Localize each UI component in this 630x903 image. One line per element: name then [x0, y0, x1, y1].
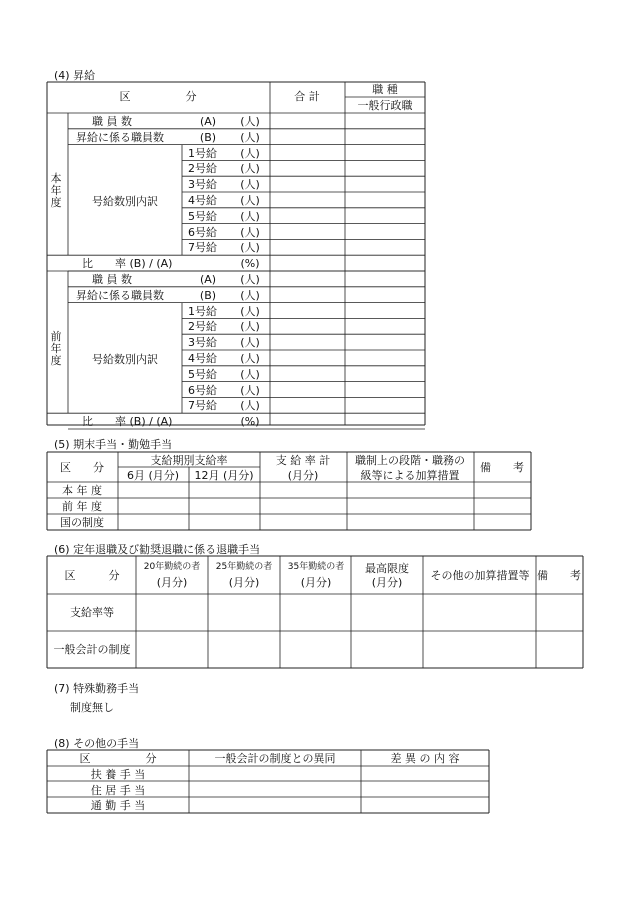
header-addition-2: 級等による加算措置 [360, 469, 460, 482]
unit-person: (人) [240, 273, 260, 286]
row-raise-staff: 昇給に係る職員数 [76, 130, 164, 144]
unit-person: (人) [240, 209, 260, 223]
header-unit: (月分) [228, 576, 260, 589]
row-raise-staff: 昇給に係る職員数 [76, 288, 164, 302]
unit-person: (人) [240, 194, 260, 207]
unit-percent: (%) [240, 257, 260, 271]
unit-person: (人) [240, 304, 260, 318]
unit-person: (人) [240, 288, 260, 302]
row-allowance: 通 勤 手 当 [90, 799, 146, 813]
header-rate-total: 支 給 率 計 [275, 454, 331, 467]
row-ratio: 比 率 (B) / (A) [82, 415, 173, 429]
unit-person: (人) [240, 146, 260, 160]
header-difference: 差 異 の 内 容 [390, 752, 460, 765]
grade-label: 4号給 [188, 352, 217, 365]
header-june: 6月 (月分) [126, 469, 180, 482]
grade-label: 1号給 [188, 146, 217, 160]
section-7-note: 制度無し [70, 701, 114, 714]
unit-percent: (%) [240, 415, 260, 429]
year-label: 本 [50, 172, 62, 185]
unit-person: (人) [240, 399, 260, 413]
unit-person: (人) [240, 115, 260, 128]
row-payment-rate: 支給率等 [70, 606, 114, 619]
unit-person: (人) [240, 178, 260, 192]
header-remarks: 備 考 [537, 569, 581, 582]
unit-person: (人) [240, 162, 260, 176]
header-ippan-gyosei: 一般行政職 [357, 99, 413, 112]
header-kubun: 区 分 [119, 90, 197, 103]
year-label: 年 [50, 342, 62, 355]
section-5-title: (5) 期末手当・勤勉手当 [54, 438, 173, 451]
header-comparison: 一般会計の制度との異同 [214, 752, 336, 765]
grade-label: 7号給 [188, 399, 217, 413]
row-allowance: 住 居 手 当 [90, 783, 146, 797]
code-b: (B) [199, 130, 217, 144]
unit-person: (人) [240, 367, 260, 381]
header-unit: (月分) [371, 576, 403, 589]
year-label: 度 [50, 196, 62, 209]
year-label: 前 [50, 330, 62, 343]
grade-label: 2号給 [188, 162, 217, 176]
unit-person: (人) [240, 130, 260, 144]
unit-person: (人) [240, 320, 260, 334]
section-8-title: (8) その他の手当 [54, 737, 140, 750]
header-unit: (月分) [300, 576, 332, 589]
grade-label: 1号給 [188, 304, 217, 318]
code-a: (A) [199, 115, 217, 128]
header-max-limit: 最高限度 [365, 562, 409, 575]
row-label: 本 年 度 [62, 484, 102, 497]
row-ratio: 比 率 (B) / (A) [82, 257, 173, 271]
row-label: 前 年 度 [62, 500, 102, 513]
header-unit: (月分) [156, 576, 188, 589]
row-label: 国の制度 [60, 516, 104, 529]
unit-person: (人) [240, 225, 260, 239]
header-kubun: 区 分 [60, 461, 104, 474]
header-service-years: 35年勤続の者 [287, 562, 345, 572]
grade-label: 7号給 [188, 241, 217, 255]
year-label: 年 [50, 184, 62, 197]
year-label: 度 [50, 354, 62, 367]
code-a: (A) [199, 273, 217, 286]
header-december: 12月 (月分) [194, 469, 254, 482]
unit-person: (人) [240, 352, 260, 365]
header-kubun: 区 分 [64, 569, 120, 582]
section-6-title: (6) 定年退職及び勧奨退職に係る退職手当 [54, 543, 261, 556]
unit-person: (人) [240, 383, 260, 397]
row-allowance: 扶 養 手 当 [90, 768, 146, 781]
unit-person: (人) [240, 336, 260, 350]
header-shokushu: 職 種 [372, 83, 398, 96]
row-grade-breakdown: 号給数別内訳 [92, 194, 158, 208]
header-kubun: 区 分 [79, 752, 157, 765]
grade-label: 3号給 [188, 336, 217, 350]
grade-label: 3号給 [188, 178, 217, 192]
grade-label: 2号給 [188, 320, 217, 334]
header-goukei: 合 計 [294, 90, 320, 103]
header-addition-1: 職制上の段階・職務の [355, 454, 465, 467]
grade-label: 6号給 [188, 225, 217, 239]
section-4-title: (4) 昇給 [54, 69, 96, 82]
header-rate-by-period: 支給期別支給率 [150, 454, 228, 467]
header-service-years: 20年勤続の者 [143, 562, 201, 572]
row-staff-count: 職 員 数 [92, 115, 132, 128]
header-service-years: 25年勤続の者 [215, 562, 273, 572]
grade-label: 6号給 [188, 383, 217, 397]
row-general-account: 一般会計の制度 [53, 643, 131, 656]
grade-label: 5号給 [188, 209, 217, 223]
row-grade-breakdown: 号給数別内訳 [92, 352, 158, 366]
row-staff-count: 職 員 数 [92, 273, 132, 286]
code-b: (B) [199, 288, 217, 302]
grade-label: 4号給 [188, 194, 217, 207]
grade-label: 5号給 [188, 367, 217, 381]
section-7-title: (7) 特殊勤務手当 [54, 682, 140, 695]
header-other-additions: その他の加算措置等 [430, 569, 530, 582]
header-remarks: 備 考 [480, 461, 524, 474]
unit-person: (人) [240, 241, 260, 255]
header-rate-total-unit: (月分) [287, 469, 319, 482]
